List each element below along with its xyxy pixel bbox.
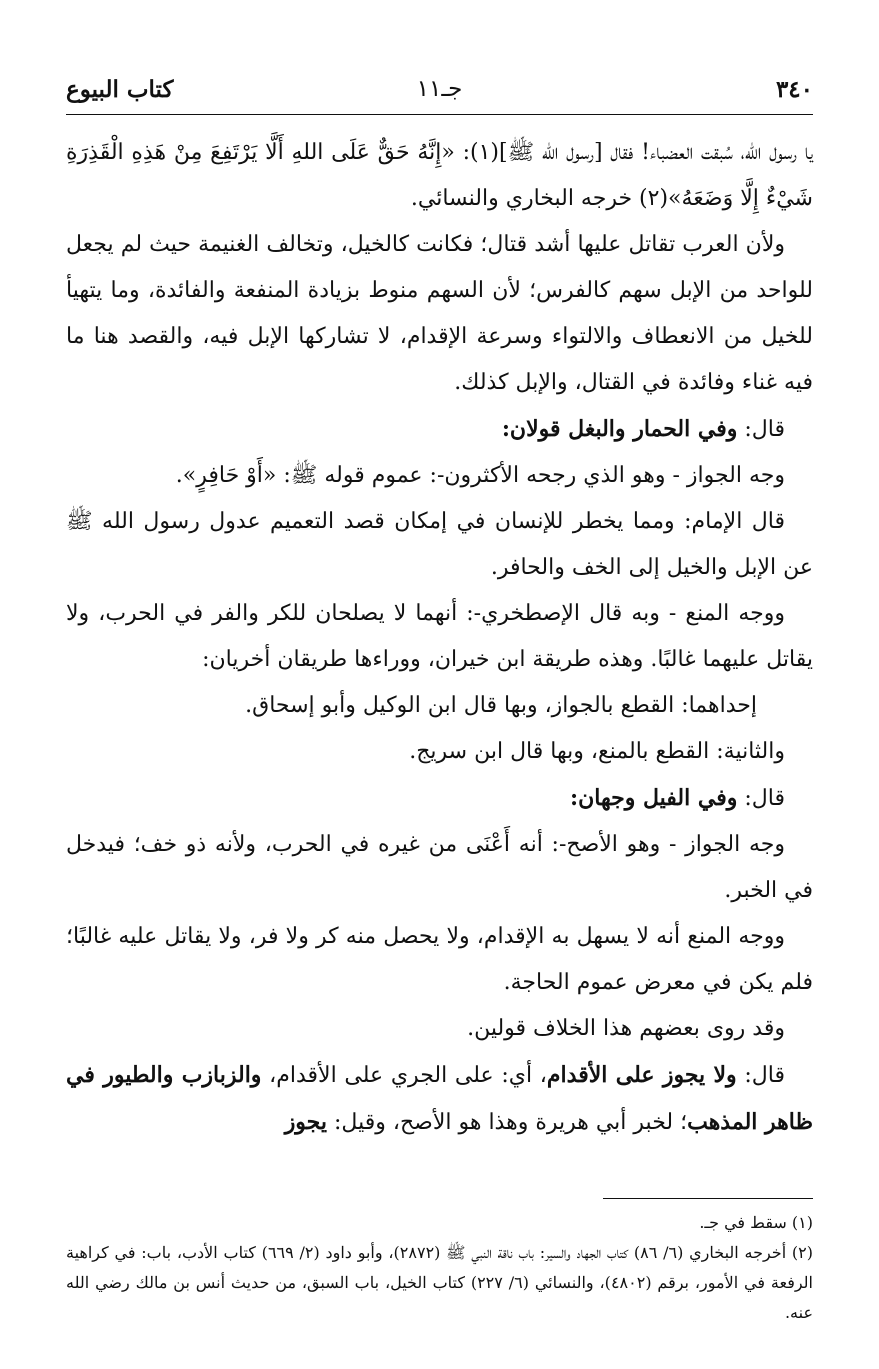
paragraph: ووجه المنع أنه لا يسهل به الإقدام، ولا يحصل منه كر ولا فر، ولا يقاتل عليه غالبًا؛ فلم يكن في معرض عموم الحاجة.: [66, 924, 813, 995]
page-number: ٣٤٠: [775, 76, 813, 103]
paragraph: [66, 406, 813, 453]
volume-label: جـ١١: [416, 76, 463, 102]
running-header: [66, 72, 813, 112]
footnote: (٢) أخرجه البخاري (٦/ ٨٦) كتاب الجهاد والسير: باب ناقة النبي ﷺ (٢٨٧٢)، وأبو داود (٢/ ٦٦٩) كتاب الأدب، باب: في كراهية الرفعة في الأمور، برقم (٤٨٠٢)، والنسائي (٦/ ٢٢٧) كتاب الخيل، باب السبق، من حديث أنس بن مالك رضي الله عنه.: [66, 1243, 814, 1322]
paragraph: إحداهما: القطع بالجواز، وبها قال ابن الوكيل وأبو إسحاق.: [245, 693, 757, 718]
bold-text: ولا يجوز على الأقدام: [546, 1062, 737, 1088]
paragraph: والثانية: القطع بالمنع، وبها قال ابن سريج.: [409, 739, 785, 764]
paragraph: وجه الجواز - وهو الذي رجحه الأكثرون-: عموم قوله ﷺ: «أَوْ حَافِرٍ».: [175, 463, 785, 488]
paragraph: ووجه المنع - وبه قال الإصطخري-: أنهما لا يصلحان للكر والفر في الحرب، ولا يقاتل عليهما غالبًا. وهذه طريقة ابن خيران، ووراءها طريقان أخريان:: [66, 601, 813, 672]
main-text: [66, 130, 813, 1146]
paragraph: وقد روى بعضهم هذا الخلاف قولين.: [467, 1016, 785, 1041]
book-title: كتاب البيوع: [66, 76, 174, 103]
bold-text: وفي الفيل وجهان:: [570, 785, 738, 811]
paragraph: وجه الجواز - وهو الأصح-: أنه أَعْنَى من غيره في الحرب، ولأنه ذو خف؛ فيدخل في الخبر.: [66, 832, 813, 903]
bold-text: يجوز: [284, 1109, 328, 1135]
text: ، أي: على الجري على الأقدام،: [261, 1063, 547, 1088]
bold-text: وفي الحمار والبغل قولان:: [501, 416, 738, 442]
text: قال:: [737, 786, 785, 811]
text: قال:: [737, 417, 785, 442]
text: ؛ لخبر أبي هريرة وهذا هو الأصح، وقيل:: [327, 1110, 688, 1135]
footnote-divider: [603, 1198, 813, 1199]
footnotes: [66, 1208, 813, 1328]
header-divider: [66, 114, 813, 115]
paragraph: ولأن العرب تقاتل عليها أشد قتال؛ فكانت كالخيل، وتخالف الغنيمة حيث لم يجعل للواحد من الإبل سهم كالفرس؛ لأن السهم منوط بزيادة المنفعة والفائدة، وما يتهيأ للخيل من الانعطاف والالتواء وسرعة الإقدام، لا تشاركها الإبل فيه، والقصد هنا ما فيه غناء وفائدة في القتال، والإبل كذلك.: [66, 232, 813, 395]
paragraph: قال الإمام: ومما يخطر للإنسان في إمكان قصد التعميم عدول رسول الله ﷺ عن الإبل والخيل إلى الخف والحافر.: [66, 509, 813, 580]
text: قال:: [736, 1063, 786, 1088]
paragraph: يا رسول الله، سُبقت العضباء! فقال [رسول الله ﷺ](١): «إِنَّهُ حَقٌّ عَلَى اللهِ أَلَّا يَرْتَفِعَ مِنْ هَذِهِ الْقَذِرَةِ شَيْءٌ إِلَّا وَضَعَهُ»(٢) خرجه البخاري والنسائي.: [66, 140, 813, 211]
bold-text: والزبازب والطيور في ظاهر المذهب: [66, 1062, 813, 1135]
footnote: (١) سقط في جـ.: [699, 1213, 813, 1232]
paragraph: [66, 775, 813, 822]
paragraph: [66, 1052, 813, 1146]
